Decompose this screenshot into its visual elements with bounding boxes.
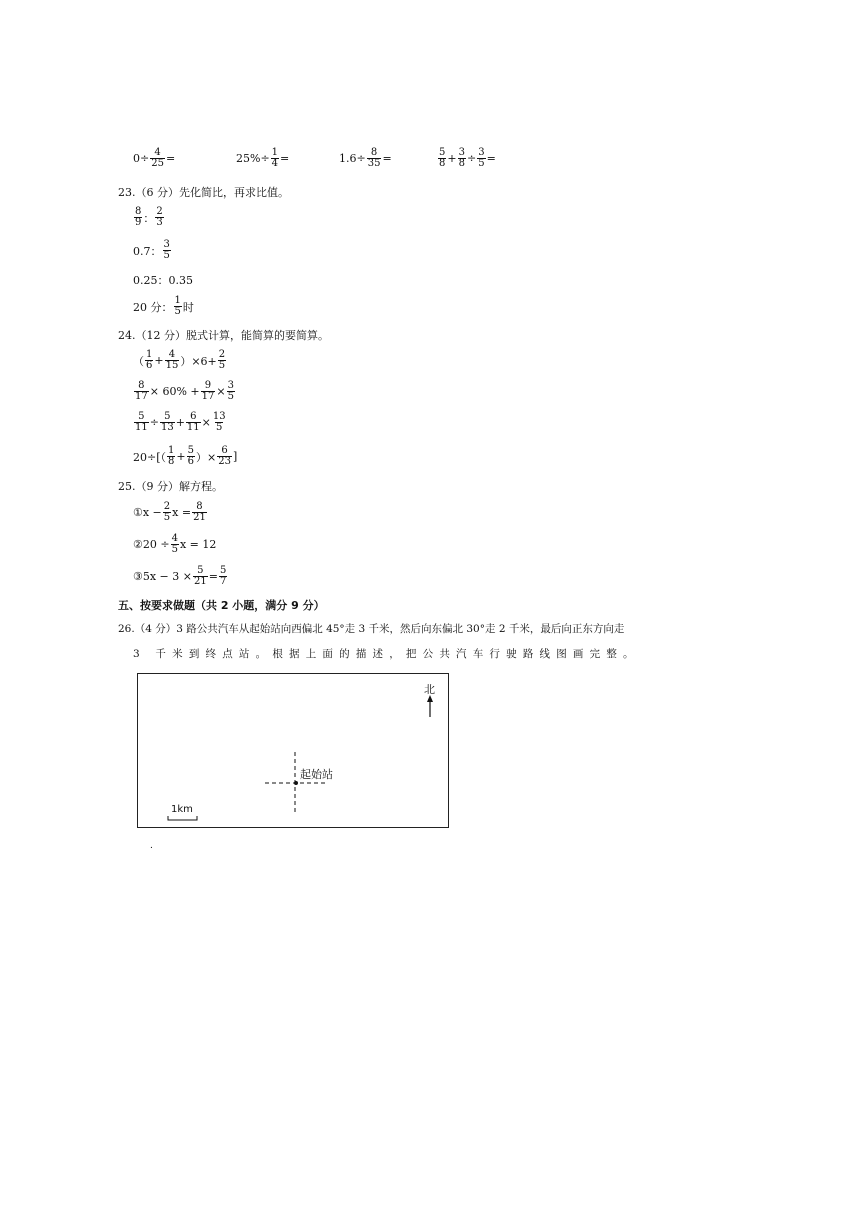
- expr-text: × 60% +: [149, 385, 200, 398]
- fraction: $\frac{3}{5}$: [478, 147, 485, 169]
- fraction: $\frac{2}{5}$: [218, 349, 226, 371]
- fraction: $\frac{5}{6}$: [187, 445, 194, 467]
- ratio-colon: ：: [143, 211, 155, 225]
- q25-equation-1: [133, 502, 208, 523]
- q25-equation-2: [133, 534, 216, 555]
- question-25-title: 25.（9 分）解方程。: [118, 480, 223, 493]
- q24-calc-1: [133, 350, 227, 371]
- q25-equation-3: [133, 566, 228, 587]
- fraction: $\frac{6}{11}$: [186, 411, 200, 433]
- fraction: $\frac{8}{35}$: [367, 147, 381, 169]
- fraction: $\frac{4}{15}$: [165, 349, 179, 371]
- start-point: [294, 781, 298, 785]
- q22-expr-3: [339, 148, 392, 169]
- fraction: $\frac{1}{6}$: [146, 349, 153, 371]
- expr-text: x = 12: [179, 538, 217, 551]
- fraction: $\frac{5}{11}$: [135, 411, 148, 433]
- operator: ÷: [149, 416, 159, 429]
- operator: +: [175, 416, 185, 429]
- expr-text: 0.7：: [133, 244, 162, 258]
- fraction: $\frac{13}{5}$: [212, 411, 226, 433]
- scale-label: 1km: [171, 804, 193, 815]
- north-label: 北: [424, 683, 435, 696]
- fraction: $\frac{1}{5}$: [174, 295, 181, 317]
- fraction: $\frac{8}{17}$: [135, 380, 148, 402]
- start-station-label: 起始站: [300, 768, 333, 781]
- q22-expr-2: [236, 148, 289, 169]
- fraction: $\frac{5}{21}$: [194, 565, 207, 587]
- expr-text: x =: [172, 506, 192, 519]
- fraction: $\frac{3}{5}$: [163, 239, 170, 261]
- q22-expr-1: [133, 148, 175, 169]
- fraction: $\frac{8}{21}$: [193, 501, 206, 523]
- stray-mark: .: [150, 841, 153, 851]
- fraction: $\frac{5}{13}$: [160, 411, 174, 433]
- q24-calc-2: [133, 381, 236, 402]
- q23-ratio-4: [133, 296, 194, 317]
- q23-ratio-2: [133, 240, 172, 261]
- fraction: $\frac{1}{8}$: [168, 445, 175, 467]
- equals-sign: =: [280, 152, 290, 165]
- operator: ×: [201, 416, 211, 429]
- unit-text: 时: [182, 300, 194, 314]
- paren: （: [133, 354, 144, 368]
- fraction: $\frac{1}{4}$: [271, 147, 279, 169]
- q23-ratio-3: 0.25：0.35: [133, 274, 193, 287]
- question-26-line-1: 26.（4 分）3 路公共汽车从起始站向西偏北 45°走 3 千米，然后向东偏北 30°走 2 千米，最后向正东方向走: [118, 623, 625, 635]
- operator: ×: [216, 385, 226, 398]
- expr-text: ）×6+: [180, 354, 217, 368]
- q24-calc-3: [133, 412, 228, 433]
- operator: +: [176, 450, 186, 463]
- equals-sign: =: [208, 570, 218, 583]
- fraction: $\frac{5}{7}$: [219, 565, 227, 587]
- fraction: $\frac{2}{3}$: [156, 206, 163, 228]
- expr-text: ①x −: [133, 506, 162, 519]
- fraction: $\frac{4}{25}$: [151, 147, 164, 169]
- fraction: $\frac{2}{5}$: [163, 501, 171, 523]
- fraction: $\frac{4}{5}$: [171, 533, 178, 555]
- equals-sign: =: [486, 152, 496, 165]
- operator: +: [447, 152, 457, 165]
- question-24-title: 24.（12 分）脱式计算，能简算的要简算。: [118, 329, 329, 342]
- q24-calc-4: [133, 446, 237, 467]
- expr-text: 20 分：: [133, 300, 173, 314]
- q23-ratio-1: [133, 207, 165, 228]
- expr-text: 25%÷: [236, 152, 270, 165]
- scale-bar: [168, 816, 197, 820]
- equals-sign: =: [382, 152, 392, 165]
- section-heading: 五、按要求做题（共 2 小题，满分 9 分）: [118, 599, 325, 612]
- expr-text: ②20 ÷: [133, 538, 170, 551]
- expr-text: ）×: [195, 450, 217, 464]
- fraction: $\frac{9}{17}$: [201, 380, 215, 402]
- fraction: $\frac{3}{5}$: [227, 380, 234, 402]
- question-26-line-2: 3 千米到终点站。根据上面的描述，把公共汽车行驶路线图画完整。: [133, 648, 640, 660]
- expr-text: 1.6÷: [339, 152, 366, 165]
- expr-text: 0÷: [133, 152, 150, 165]
- bracket: ]: [232, 450, 238, 463]
- operator: ÷: [466, 152, 477, 165]
- equals-sign: =: [165, 152, 176, 165]
- expr-text: ③5x − 3 ×: [133, 570, 192, 583]
- question-23-title: 23.（6 分）先化简比，再求比值。: [118, 186, 289, 199]
- q22-expr-4: [437, 148, 496, 169]
- fraction: $\frac{8}{9}$: [135, 206, 142, 228]
- fraction: $\frac{3}{8}$: [458, 147, 465, 169]
- fraction: $\frac{5}{8}$: [439, 147, 446, 169]
- expr-text: 20÷[（: [133, 450, 167, 464]
- route-map-frame: [137, 673, 449, 828]
- fraction: $\frac{6}{23}$: [218, 445, 231, 467]
- operator: +: [154, 354, 164, 367]
